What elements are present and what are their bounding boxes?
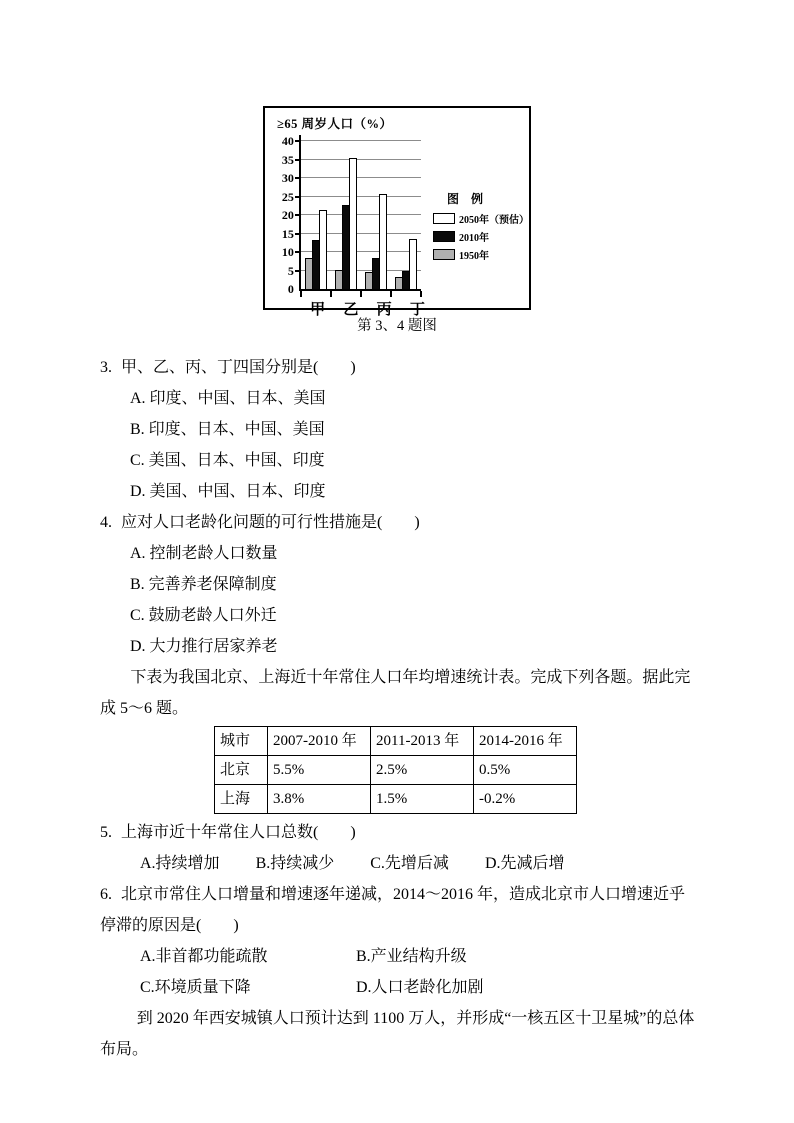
chart-title: ≥65 周岁人口（%） xyxy=(277,117,393,131)
y-tick-label: 25 xyxy=(281,189,294,204)
bar xyxy=(319,210,327,289)
q5-option-c: C.先增后减 xyxy=(370,855,449,872)
cell-value: 5.5% xyxy=(268,756,371,785)
question-5-options xyxy=(140,848,696,879)
q6-option-a: A.非首都功能疏散 xyxy=(140,948,268,965)
y-tick-label: 40 xyxy=(281,134,294,148)
y-tick-label: 5 xyxy=(287,263,294,278)
y-tick-mark xyxy=(295,177,299,179)
q4-option-d: D. 大力推行居家养老 xyxy=(130,638,278,655)
x-category-label: 丁 xyxy=(409,302,425,318)
x-tick-mark xyxy=(300,291,302,297)
cell-city: 北京 xyxy=(215,756,268,785)
x-category-label: 甲 xyxy=(310,302,326,318)
y-tick-mark xyxy=(295,214,299,216)
question-6 xyxy=(100,879,696,1003)
bar-groups xyxy=(301,135,421,289)
y-tick-label: 20 xyxy=(281,208,294,222)
q6-option-c: C.环境质量下降 xyxy=(140,979,251,996)
bar-group-甲 xyxy=(301,135,331,289)
q5-option-b: B.持续减少 xyxy=(255,855,335,872)
y-tick-label: 15 xyxy=(281,226,294,241)
legend-swatch xyxy=(433,213,455,224)
y-tick-mark xyxy=(295,270,299,272)
question-3-text: 甲、乙、丙、丁四国分别是( ) xyxy=(121,359,356,376)
cell-value: 0.5% xyxy=(474,756,577,785)
table-header-city: 城市 xyxy=(215,727,268,756)
chart-legend xyxy=(433,190,529,265)
cell-value: 2.5% xyxy=(371,756,474,785)
question-3-options xyxy=(100,383,696,507)
q3-option-d: D. 美国、中国、日本、印度 xyxy=(130,483,326,500)
legend-entry xyxy=(433,247,529,262)
question-6-options xyxy=(140,941,696,1003)
x-category-label: 乙 xyxy=(343,302,359,318)
question-5 xyxy=(100,817,696,879)
bar-group-乙 xyxy=(331,135,361,289)
cell-value: 3.8% xyxy=(268,785,371,814)
table-header-2011-2013: 2011-2013 年 xyxy=(371,727,474,756)
cell-value: -0.2% xyxy=(474,785,577,814)
q3-option-b: B. 印度、日本、中国、美国 xyxy=(130,421,325,438)
bar-group-丙 xyxy=(361,135,391,289)
q6-option-d: D.人口老龄化加剧 xyxy=(356,979,484,996)
legend-label: 1950年 xyxy=(459,250,489,262)
cell-value: 1.5% xyxy=(371,785,474,814)
question-4-number: 4. xyxy=(100,514,112,531)
y-tick-mark xyxy=(295,196,299,198)
chart-row xyxy=(275,134,529,296)
legend-swatch xyxy=(433,249,455,260)
question-6-number: 6. xyxy=(100,886,112,903)
legend-swatch xyxy=(433,231,455,242)
question-3-number: 3. xyxy=(100,359,112,376)
passage-5-6: 下表为我国北京、上海近十年常住人口年均增速统计表。完成下列各题。据此完成 5～6 题。 xyxy=(100,669,691,717)
figure-caption: 第 3、4 题图 xyxy=(357,318,437,334)
y-tick-mark xyxy=(295,251,299,253)
question-5-number: 5. xyxy=(100,824,112,841)
bar-chart-figure xyxy=(263,106,531,318)
y-tick-label: 35 xyxy=(281,152,294,167)
legend-label: 2010年 xyxy=(459,232,489,244)
x-tick-mark xyxy=(360,291,362,297)
q4-option-b: B. 完善养老保障制度 xyxy=(130,576,277,593)
y-tick-label: 10 xyxy=(281,245,294,259)
question-4-options xyxy=(100,538,696,662)
legend-entry xyxy=(433,229,529,244)
bar xyxy=(379,194,387,289)
legend-entry xyxy=(433,211,529,226)
plot-area xyxy=(299,135,421,291)
table-header-2014-2016: 2014-2016 年 xyxy=(474,727,577,756)
question-5-stem xyxy=(100,817,696,848)
y-tick-mark xyxy=(295,159,299,161)
bar xyxy=(349,158,357,289)
q4-option-c: C. 鼓励老龄人口外迁 xyxy=(130,607,277,624)
question-6-text: 北京市常住人口增量和增速逐年递减，2014～2016 年，造成北京市人口增速近乎停滞的原因是( ) xyxy=(100,886,686,934)
question-3-stem xyxy=(100,352,696,383)
q3-option-a: A. 印度、中国、日本、美国 xyxy=(130,390,326,407)
question-4 xyxy=(100,507,696,662)
y-tick-label: 0 xyxy=(287,282,294,296)
table-row-beijing xyxy=(215,756,577,785)
table-row-shanghai xyxy=(215,785,577,814)
question-4-stem xyxy=(100,507,696,538)
q5-option-a: A.持续增加 xyxy=(140,855,220,872)
cell-city: 上海 xyxy=(215,785,268,814)
question-5-text: 上海市近十年常住人口总数( ) xyxy=(121,824,356,841)
x-tick-mark xyxy=(390,291,392,297)
question-area xyxy=(100,352,696,1065)
legend-entries xyxy=(433,211,529,262)
x-tick-mark xyxy=(420,291,422,297)
y-tick-mark xyxy=(295,233,299,235)
question-3 xyxy=(100,352,696,507)
question-4-text: 应对人口老龄化问题的可行性措施是( ) xyxy=(121,514,420,531)
y-tick-mark xyxy=(295,140,299,142)
q6-option-b: B.产业结构升级 xyxy=(356,948,467,965)
table-header-row xyxy=(215,727,577,756)
table-header-2007-2010: 2007-2010 年 xyxy=(268,727,371,756)
bar-group-丁 xyxy=(391,135,421,289)
passage-xian: 到 2020 年西安城镇人口预计达到 1100 万人，并形成“一核五区十卫星城”的总体布局。 xyxy=(100,1010,695,1058)
legend-label: 2050年（预估） xyxy=(459,214,529,226)
population-growth-table xyxy=(214,726,577,814)
q4-option-a: A. 控制老龄人口数量 xyxy=(130,545,278,562)
question-6-stem xyxy=(100,879,696,941)
x-tick-mark xyxy=(330,291,332,297)
q3-option-c: C. 美国、日本、中国、印度 xyxy=(130,452,325,469)
figure-3-4 xyxy=(263,106,531,335)
bar xyxy=(409,239,417,289)
y-tick-label: 30 xyxy=(281,171,294,185)
q5-option-d: D.先减后增 xyxy=(484,855,565,872)
legend-title: 图 例 xyxy=(447,191,484,206)
x-category-label: 丙 xyxy=(376,302,392,318)
